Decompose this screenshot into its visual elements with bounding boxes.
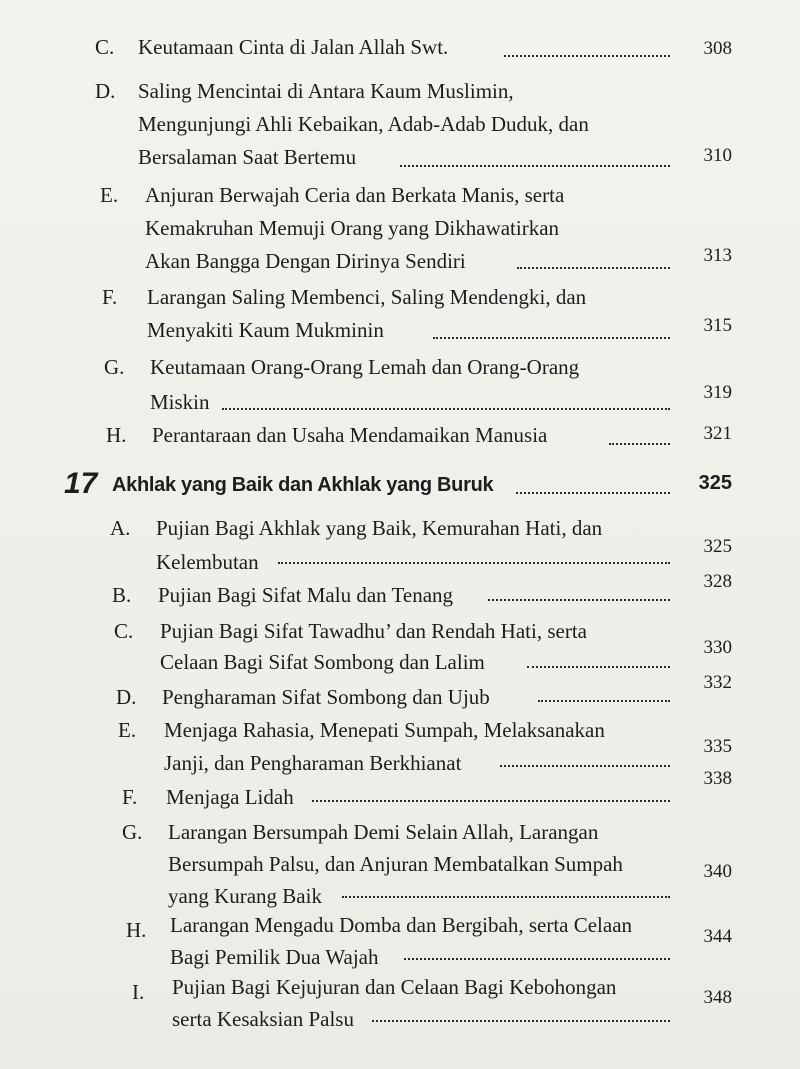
dot-leader [404, 958, 670, 960]
entry-letter: H. [126, 918, 147, 942]
entry-title-line: Janji, dan Pengharaman Berkhianat [164, 751, 462, 775]
entry-letter: A. [110, 516, 131, 540]
entry-page-number: 315 [703, 315, 732, 336]
chapter-page-number: 325 [698, 472, 732, 494]
entry-letter: B. [112, 583, 132, 607]
chapter-number: 17 [64, 467, 98, 500]
dot-leader [500, 765, 670, 767]
dot-leader [527, 666, 670, 668]
entry-title-line: Pujian Bagi Sifat Malu dan Tenang [158, 583, 454, 607]
entry-page-number: 310 [703, 145, 732, 166]
entry-title-line: Celaan Bagi Sifat Sombong dan Lalim [160, 650, 485, 674]
entry-title-line: Kemakruhan Memuji Orang yang Dikhawatirkan [145, 216, 560, 240]
entry-page-number: 330 [703, 637, 732, 658]
entry-page-number: 325 [703, 536, 732, 557]
entry-letter: H. [106, 423, 127, 447]
entry-title-line: Pujian Bagi Akhlak yang Baik, Kemurahan Hati, dan [156, 516, 603, 540]
entry-title-line: Kelembutan [156, 550, 259, 574]
entry-title-line: Saling Mencintai di Antara Kaum Muslimin, [138, 79, 514, 103]
entry-page-number: 335 [703, 736, 732, 757]
dot-leader [342, 896, 670, 898]
entry-letter: C. [95, 35, 115, 59]
entry-page-number: 340 [703, 861, 732, 882]
entry-title-line: Menjaga Lidah [166, 785, 294, 809]
entry-page-number: 338 [703, 768, 732, 789]
dot-leader [516, 492, 670, 494]
dot-leader [372, 1020, 670, 1022]
entry-title-line: Bagi Pemilik Dua Wajah [170, 945, 379, 969]
dot-leader [433, 337, 670, 339]
entry-title-line: yang Kurang Baik [168, 884, 322, 908]
dot-leader [538, 700, 670, 702]
entry-letter: F. [122, 785, 138, 809]
entry-title-line: Bersumpah Palsu, dan Anjuran Membatalkan Sumpah [168, 852, 623, 876]
dot-leader [400, 165, 670, 167]
entry-title-line: Menjaga Rahasia, Menepati Sumpah, Melaksanakan [164, 718, 605, 742]
entry-page-number: 328 [703, 571, 732, 592]
entry-title-line: Menyakiti Kaum Mukminin [147, 318, 384, 342]
entry-letter: G. [122, 820, 143, 844]
entry-page-number: 319 [703, 382, 732, 403]
chapter-title: Akhlak yang Baik dan Akhlak yang Buruk [112, 474, 494, 496]
entry-title-line: Miskin [150, 390, 210, 414]
entry-title-line: serta Kesaksian Palsu [172, 1007, 354, 1031]
entry-title-line: Bersalaman Saat Bertemu [138, 145, 357, 169]
entry-page-number: 348 [703, 987, 732, 1008]
dot-leader [504, 55, 670, 57]
entry-title-line: Larangan Mengadu Domba dan Bergibah, serta Celaan [170, 913, 633, 937]
dot-leader [222, 408, 670, 410]
dot-leader [278, 562, 670, 564]
dot-leader [488, 599, 670, 601]
entry-letter: E. [100, 183, 119, 207]
entry-page-number: 321 [703, 423, 732, 444]
entry-title-line: Pujian Bagi Kejujuran dan Celaan Bagi Kebohongan [172, 975, 617, 999]
entry-letter: E. [118, 718, 137, 742]
dot-leader [517, 267, 670, 269]
entry-page-number: 344 [703, 926, 732, 947]
entry-title-line: Larangan Bersumpah Demi Selain Allah, Larangan [168, 820, 599, 844]
entry-title-line: Mengunjungi Ahli Kebaikan, Adab-Adab Duduk, dan [138, 112, 589, 136]
entry-letter: G. [104, 355, 125, 379]
entry-page-number: 313 [703, 245, 732, 266]
entry-title-line: Perantaraan dan Usaha Mendamaikan Manusia [152, 423, 548, 447]
entry-title-line: Pengharaman Sifat Sombong dan Ujub [162, 685, 490, 709]
entry-page-number: 332 [703, 672, 732, 693]
entry-letter: D. [116, 685, 137, 709]
entry-title-line: Larangan Saling Membenci, Saling Mendengki, dan [147, 285, 587, 309]
dot-leader [609, 443, 670, 445]
entry-title-line: Keutamaan Orang-Orang Lemah dan Orang-Orang [150, 355, 580, 379]
entry-title-line: Keutamaan Cinta di Jalan Allah Swt. [138, 35, 449, 59]
entry-letter: C. [114, 619, 134, 643]
entry-title-line: Anjuran Berwajah Ceria dan Berkata Manis, serta [145, 183, 565, 207]
dot-leader [312, 800, 670, 802]
entry-letter: F. [102, 285, 118, 309]
entry-title-line: Akan Bangga Dengan Dirinya Sendiri [145, 249, 466, 273]
entry-letter: I. [132, 980, 145, 1004]
entry-page-number: 308 [703, 38, 732, 59]
entry-title-line: Pujian Bagi Sifat Tawadhu’ dan Rendah Hati, serta [160, 619, 587, 643]
entry-letter: D. [95, 79, 116, 103]
